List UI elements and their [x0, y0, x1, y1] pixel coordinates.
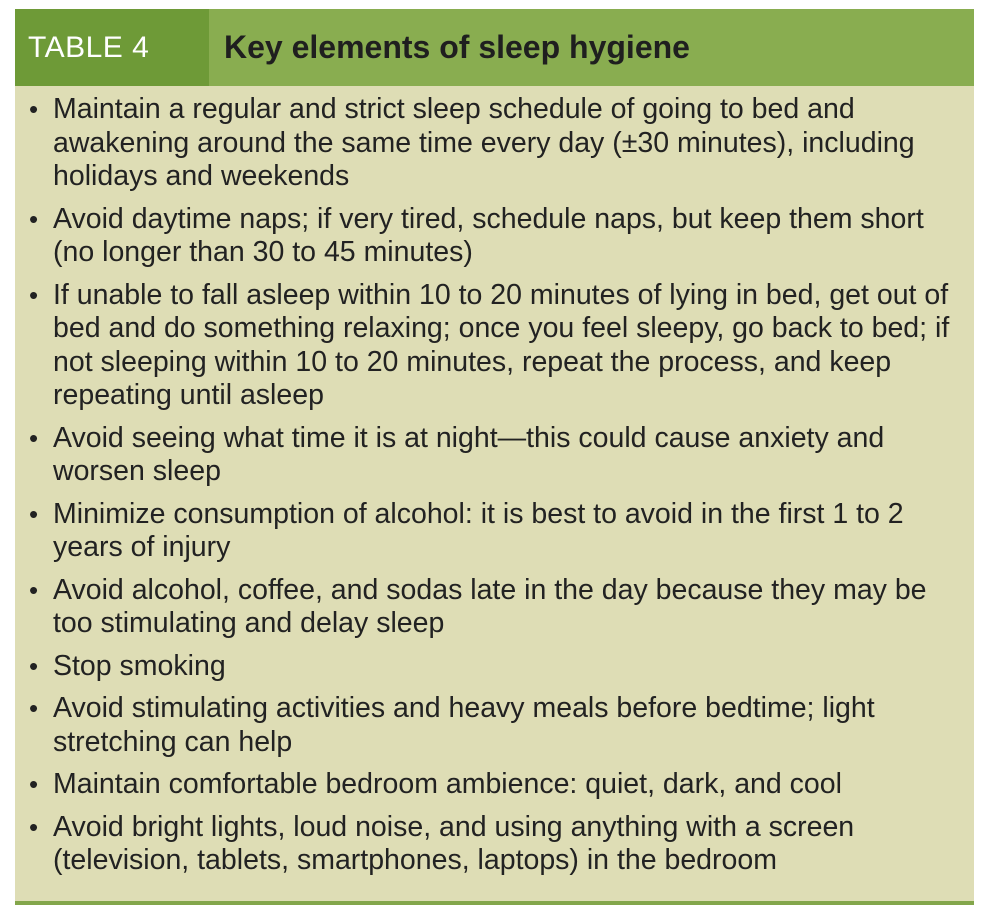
bullet-icon: • — [29, 769, 39, 799]
list-item-text: Maintain a regular and strict sleep schedule of going to bed and awakening around the same time every day (±30 minutes), including holidays and weekends — [53, 93, 915, 192]
sleep-hygiene-table — [15, 9, 974, 905]
table-header — [15, 9, 974, 86]
bullet-icon: • — [29, 811, 39, 842]
list-item — [15, 93, 974, 194]
bullet-icon: • — [29, 650, 39, 681]
list-item — [15, 768, 974, 802]
list-item-text: Avoid daytime naps; if very tired, schedule naps, but keep them short (no longer than 30 to 45 minutes) — [53, 202, 924, 268]
list-item-text: Avoid seeing what time it is at night—this could cause anxiety and worsen sleep — [53, 421, 885, 487]
list-item — [15, 203, 974, 270]
list-item — [15, 574, 974, 641]
table-title: Key elements of sleep hygiene — [224, 29, 690, 65]
list-item — [15, 811, 974, 878]
list-item-text: Minimize consumption of alcohol: it is best to avoid in the first 1 to 2 years of injury — [53, 497, 904, 563]
list-item-text: Avoid stimulating activities and heavy meals before bedtime; light stretching can help — [53, 692, 875, 758]
list-item-text: If unable to fall asleep within 10 to 20 minutes of lying in bed, get out of bed and do something relaxing; once you feel sleepy, go back to bed; if not sleeping within 10 to 20 minutes, repeat the process, and keep repeating until asleep — [53, 278, 950, 411]
bullet-icon: • — [29, 279, 39, 310]
list-item-text: Maintain comfortable bedroom ambience: quiet, dark, and cool — [53, 768, 842, 800]
bullet-icon: • — [29, 574, 39, 605]
list-item-text: Stop smoking — [53, 649, 226, 682]
list-item-text: Avoid bright lights, loud noise, and using anything with a screen (television, tablets, smartphones, laptops) in the bedroom — [53, 810, 855, 876]
bullet-icon: • — [29, 498, 39, 529]
list-item — [15, 498, 974, 565]
bullet-icon: • — [29, 94, 39, 124]
table-number-label: TABLE 4 — [15, 9, 209, 86]
bullet-icon: • — [29, 693, 39, 723]
bullet-icon: • — [29, 422, 39, 453]
list-item — [15, 650, 974, 684]
list-item-text: Avoid alcohol, coffee, and sodas late in the day because they may be too stimulating and delay sleep — [53, 573, 927, 639]
sleep-hygiene-list — [15, 93, 974, 887]
list-item — [15, 692, 974, 759]
list-item — [15, 279, 974, 413]
bullet-icon: • — [29, 203, 39, 234]
list-item — [15, 422, 974, 489]
